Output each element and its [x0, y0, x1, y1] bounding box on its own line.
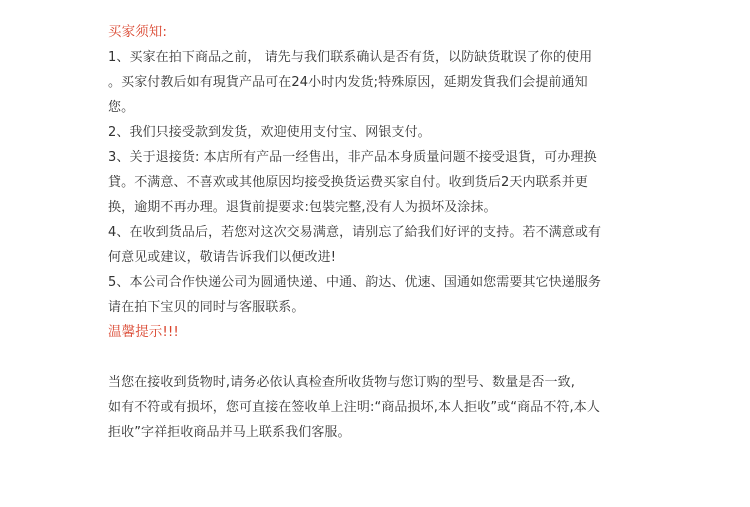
notice-line-2: 。买家付教后如有現貨产品可在24小时内发货;特殊原因，延期发貨我们会提前通知	[108, 75, 588, 90]
reminder-line-1: 当您在接收到货物时,请务必依认真检查所收货物与您订购的型号、数量是否一致,	[108, 375, 575, 390]
reminder-line-3: 拒收”字祥拒收商品并马上联系我们客服。	[108, 425, 351, 440]
notice-line-3: 您。	[108, 100, 135, 115]
buyer-notice-document	[108, 20, 628, 345]
notice-line-1: 1、买家在拍下商品之前， 请先与我们联系确认是否有货，以防缺货耽误了你的使用	[108, 50, 593, 65]
notice-line-5: 3、关于退接货: 本店所有产品一经售出，非产品本身质量问题不接受退貨，可办理换	[108, 150, 597, 165]
notice-line-11: 请在拍下宝贝的同时与客服联系。	[108, 300, 305, 315]
notice-line-8: 4、在收到货品后，若您对这次交易满意，请别忘了給我们好评的支持。若不满意或有	[108, 225, 602, 240]
reminder-section	[108, 370, 628, 445]
buyer-notice-heading: 买家须知:	[108, 24, 168, 40]
notice-line-9: 何意见或建议，敬请告诉我们以便改进!	[108, 250, 337, 265]
notice-line-4: 2、我们只接受款到发货，欢迎使用支付宝、网银支付。	[108, 125, 431, 140]
notice-line-6: 貸。不满意、不喜欢或其他原因均接受换货运费买家自付。收到货后2天内联系并更	[108, 175, 588, 190]
reminder-heading: 温馨提示!!!	[108, 324, 179, 340]
notice-line-7: 换，逾期不再办理。退貨前提要求:包裝完整,没有人为损坏及涂抹。	[108, 200, 497, 215]
reminder-line-2: 如有不符或有损坏，您可直接在签收单上注明:“商品损坏,本人拒收”或“商品不符,本人	[108, 400, 600, 415]
notice-line-10: 5、本公司合作快递公司为圆通快递、中通、韵达、优速、国通如您需要其它快递服务	[108, 275, 602, 290]
